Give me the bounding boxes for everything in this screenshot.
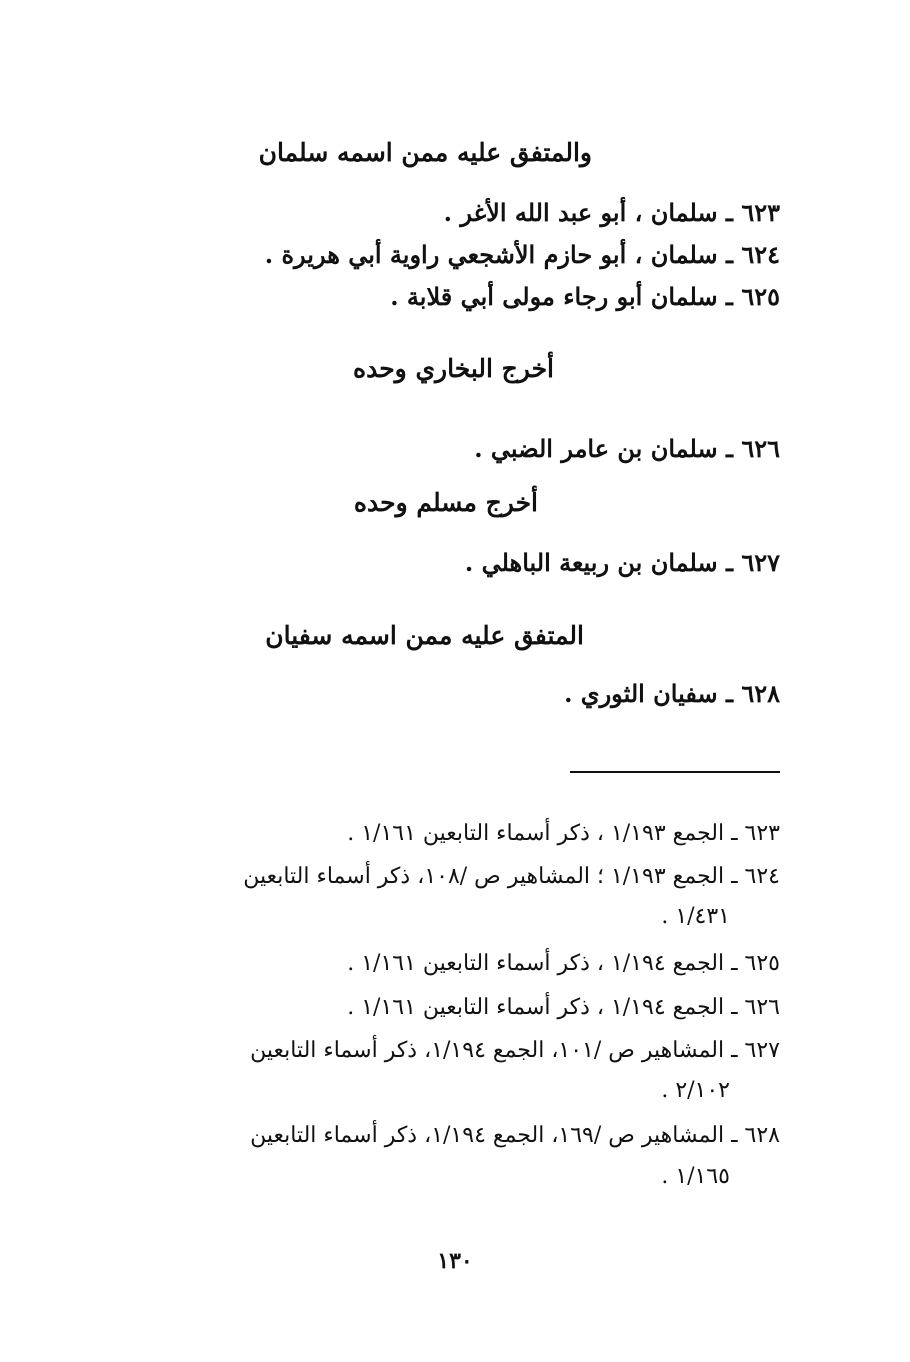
footnote-624: ٦٢٤ ـ الجمع ١/١٩٣ ؛ المشاهير ص /١٠٨، ذكر أسماء التابعين bbox=[243, 864, 780, 889]
footnote-625: ٦٢٥ ـ الجمع ١/١٩٤ ، ذكر أسماء التابعين ١/١٦١ . bbox=[347, 951, 780, 976]
section-heading-bukhari-alone: أخرج البخاري وحده bbox=[353, 354, 554, 383]
entry-625: ٦٢٥ ـ سلمان أبو رجاء مولى أبي قلابة . bbox=[390, 282, 780, 311]
entry-627: ٦٢٧ ـ سلمان بن ربيعة الباهلي . bbox=[464, 548, 780, 577]
entry-623: ٦٢٣ ـ سلمان ، أبو عبد الله الأغر . bbox=[443, 198, 780, 227]
entry-628: ٦٢٨ ـ سفيان الثوري . bbox=[564, 679, 780, 708]
footnote-627-continuation-wrap bbox=[100, 1076, 780, 1106]
footnote-624-continuation-wrap bbox=[100, 902, 780, 932]
section-heading-salman: والمتفق عليه ممن اسمه سلمان bbox=[258, 138, 592, 167]
footnote-623: ٦٢٣ ـ الجمع ١/١٩٣ ، ذكر أسماء التابعين ١/١٦١ . bbox=[347, 821, 780, 846]
footnote-628: ٦٢٨ ـ المشاهير ص /١٦٩، الجمع ١/١٩٤، ذكر أسماء التابعين bbox=[250, 1123, 780, 1148]
page-number: ١٣٠ bbox=[437, 1248, 473, 1274]
entry-624: ٦٢٤ ـ سلمان ، أبو حازم الأشجعي راوية أبي هريرة . bbox=[264, 240, 780, 269]
footnote-628-continuation-wrap bbox=[100, 1162, 780, 1192]
entry-626: ٦٢٦ ـ سلمان بن عامر الضبي . bbox=[474, 434, 780, 463]
footnote-627: ٦٢٧ ـ المشاهير ص /١٠١، الجمع ١/١٩٤، ذكر أسماء التابعين bbox=[250, 1038, 780, 1063]
footnote-628-continuation: ١/١٦٥ . bbox=[661, 1164, 730, 1189]
section-heading-sufyan: المتفق عليه ممن اسمه سفيان bbox=[265, 621, 584, 650]
footnote-627-continuation: ٢/١٠٢ . bbox=[661, 1078, 730, 1103]
footnote-626: ٦٢٦ ـ الجمع ١/١٩٤ ، ذكر أسماء التابعين ١/١٦١ . bbox=[347, 995, 780, 1020]
section-heading-muslim-alone: أخرج مسلم وحده bbox=[353, 488, 538, 517]
footnote-separator bbox=[570, 771, 780, 773]
footnote-624-continuation: ١/٤٣١ . bbox=[661, 904, 730, 929]
